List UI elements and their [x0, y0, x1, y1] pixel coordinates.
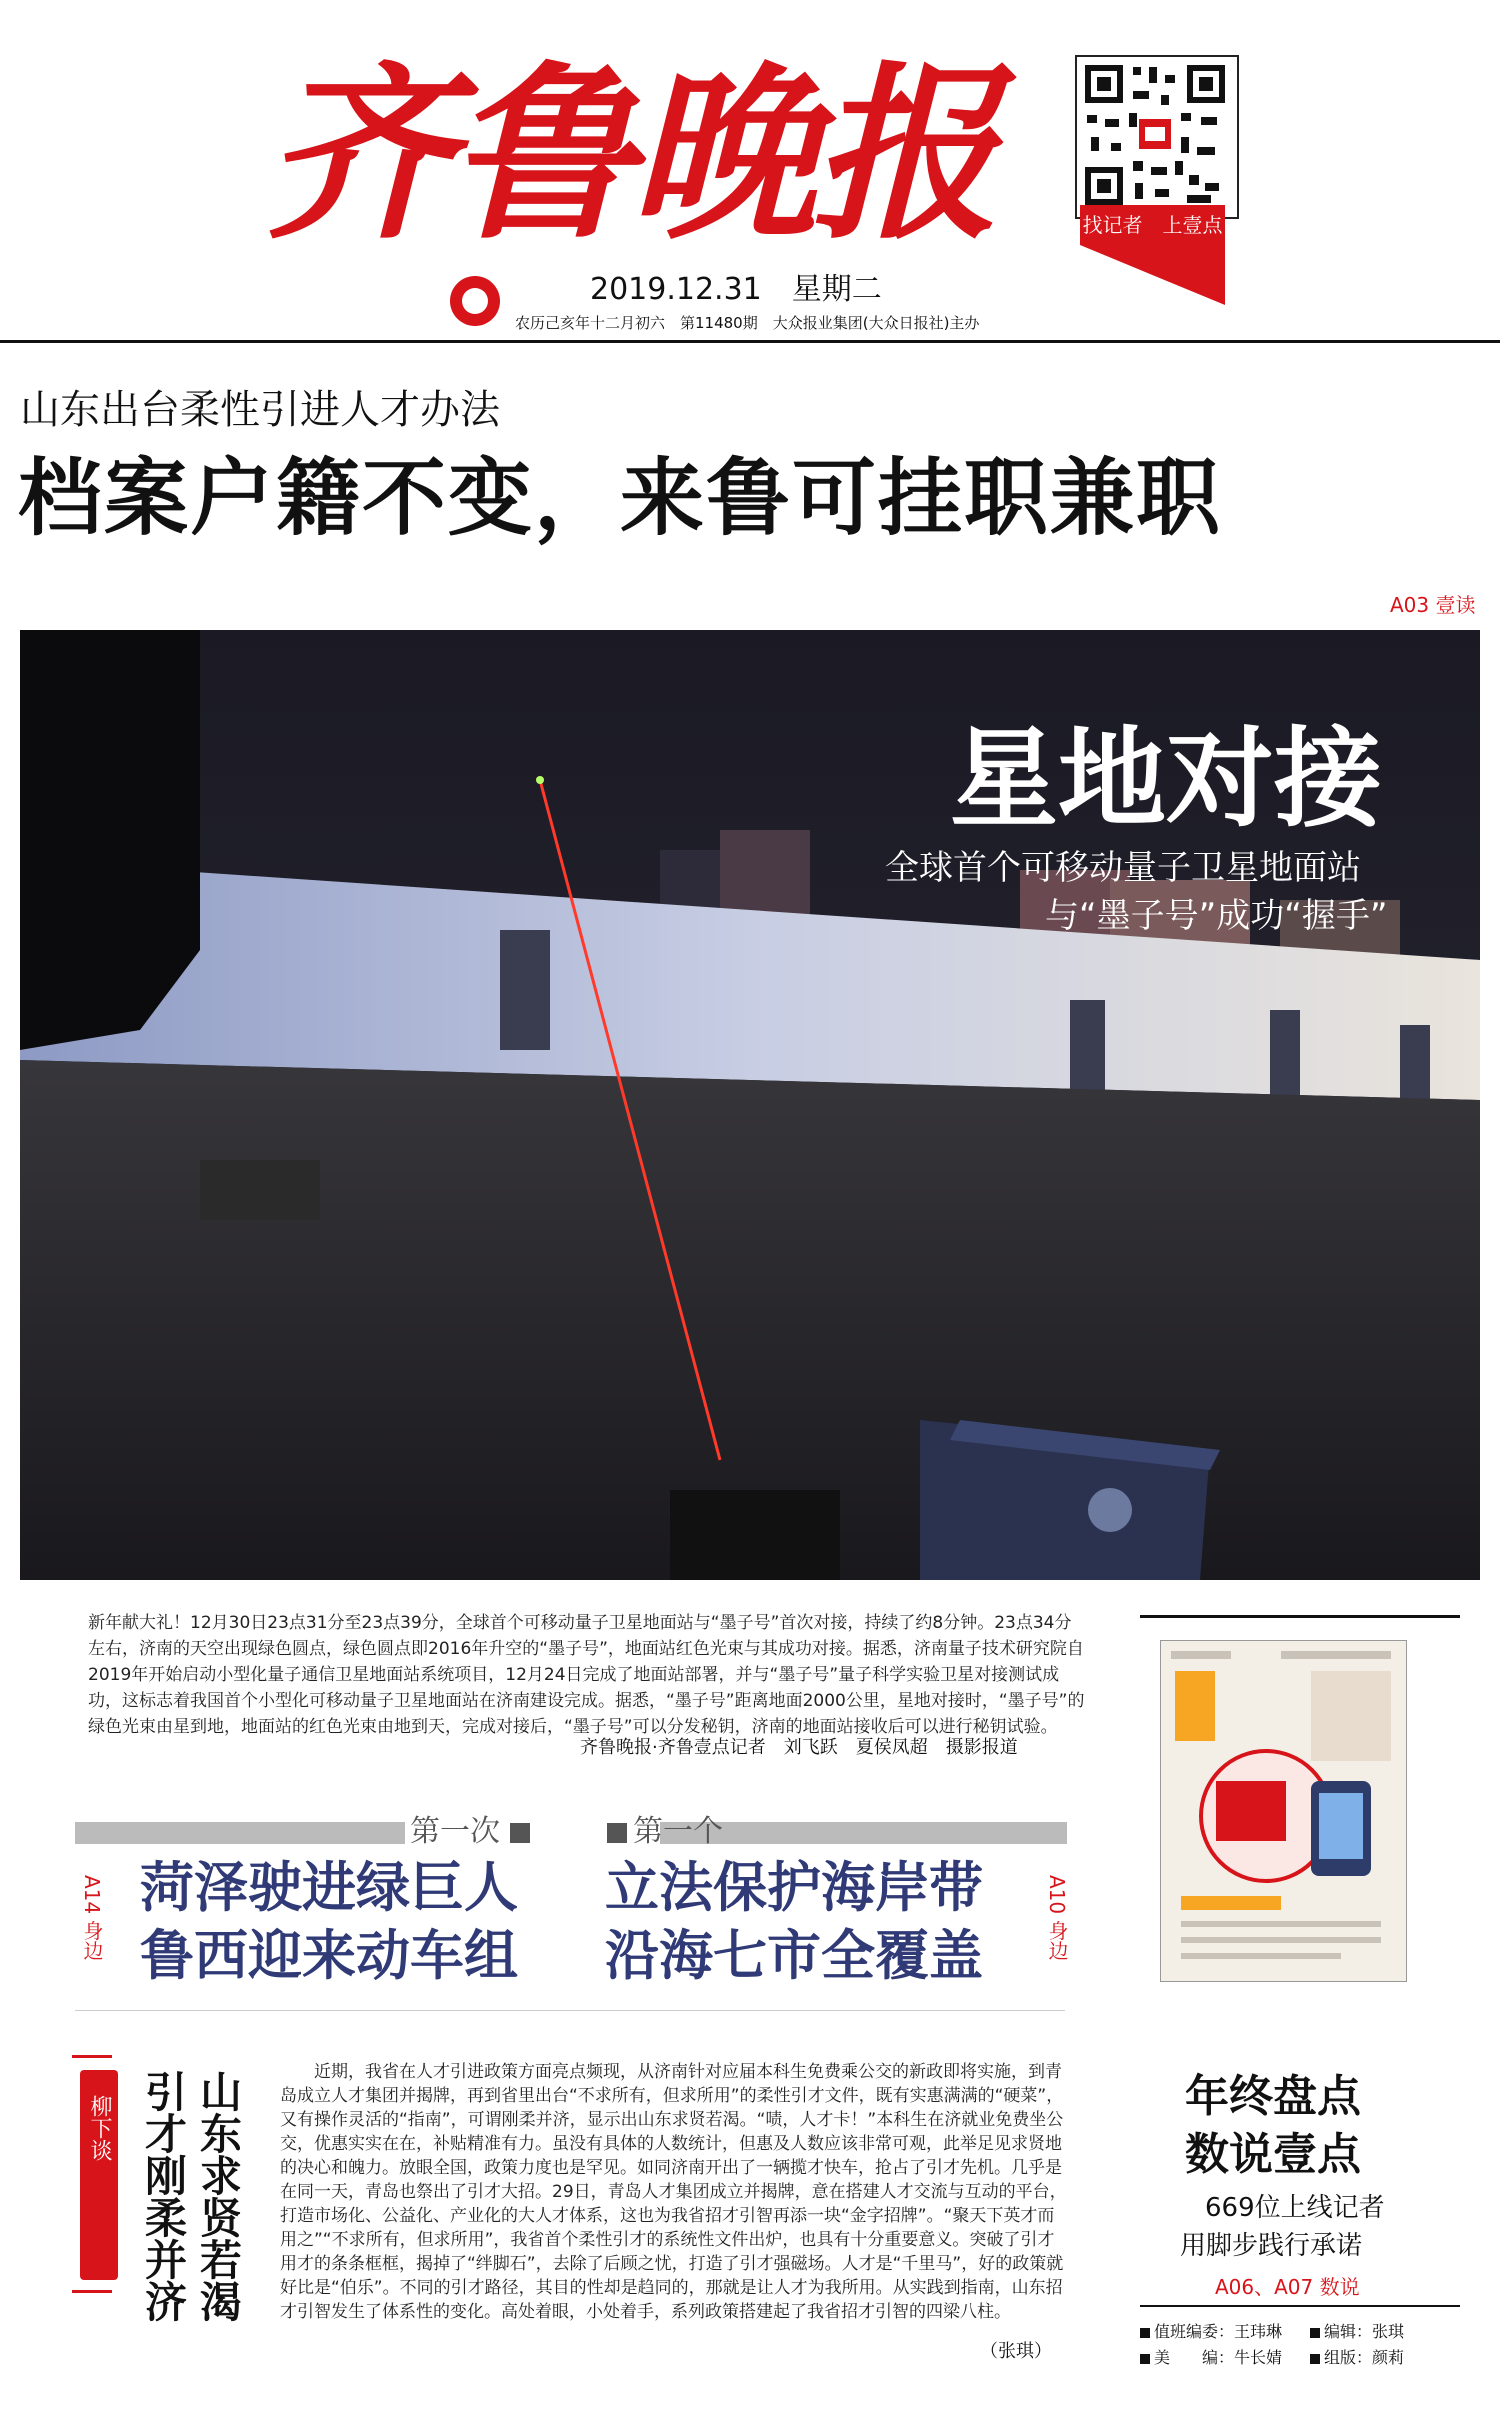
teaser-right-headline-2[interactable]: 沿海七市全覆盖	[605, 1924, 983, 1987]
square-bullet-icon	[510, 1823, 530, 1843]
photo-credit: 齐鲁晚报·齐鲁壹点记者 刘飞跃 夏侯凤超 摄影报道	[580, 1737, 1018, 1758]
promo-thumbnail[interactable]	[1160, 1640, 1407, 1982]
promo-subtitle-2: 用脚步践行承诺	[1180, 2231, 1363, 2261]
column-bracket	[72, 2055, 112, 2058]
teaser-divider	[75, 2010, 1065, 2011]
lead-kicker: 山东出台柔性引进人才办法	[20, 387, 500, 433]
teaser-right-kicker: 第一个	[633, 1814, 723, 1849]
column-bracket	[72, 2290, 112, 2293]
teaser-left-bar	[75, 1822, 405, 1844]
photo-subtitle-2: 与“墨子号”成功“握手”	[1045, 896, 1388, 936]
photo-caption: 新年献大礼！12月30日23点31分至23点39分，全球首个可移动量子卫星地面站与“墨子号”首次对接，持续了约8分钟。23点34分左右，济南的天空出现绿色圆点，绿色圆点即2016年升空的“墨子号”，地面站红色光束与其成功对接。据悉，济南量子技术研究院自2019年开始启动小型化量子通信卫星地面站系统项目，12月24日完成了地面站部署，并与“墨子号”量子科学实验卫星对接测试成功，这标志着我国首个小型化可移动量子卫星地面站在济南建设完成。据悉，“墨子号”距离地面2000公里，星地对接时，“墨子号”的绿色光束由星到地，地面站的红色光束由地到天，完成对接后，“墨子号”可以分发秘钥，济南的地面站接收后可以进行秘钥试验。	[88, 1613, 1085, 1737]
column-author: （张琪）	[980, 2341, 1052, 2362]
lead-headline[interactable]: 档案户籍不变，来鲁可挂职兼职	[18, 449, 1223, 547]
square-bullet-icon	[1140, 2354, 1150, 2364]
qr-label: 找记者 上壹点	[1080, 205, 1225, 245]
masthead	[0, 0, 1500, 340]
teaser-left-headline-1[interactable]: 菏泽驶进绿巨人	[140, 1856, 518, 1919]
square-bullet-icon	[1310, 2328, 1320, 2338]
staff-line	[1140, 2320, 1282, 2344]
promo-subtitle-1: 669位上线记者	[1205, 2193, 1385, 2223]
lead-page-ref[interactable]: A03 壹读	[1390, 593, 1476, 617]
teaser-left-kicker: 第一次	[410, 1814, 500, 1849]
teaser-left-headline-2[interactable]: 鲁西迎来动车组	[140, 1924, 518, 1987]
qr-code-icon	[1075, 55, 1239, 219]
promo-page-ref[interactable]: A06、A07 数说	[1215, 2275, 1360, 2299]
issue-date: 2019.12.31 星期二	[590, 272, 882, 307]
masthead-divider	[0, 340, 1500, 343]
newspaper-logo: 齐鲁晚报	[265, 44, 993, 265]
column-tag: 柳下谈	[87, 2095, 112, 2161]
square-bullet-icon	[1140, 2328, 1150, 2338]
staff-text: 值班编委：王玮琳	[1154, 2322, 1283, 2341]
staff-text: 美 编：牛长婧	[1154, 2348, 1283, 2367]
staff-text: 组版：颜莉	[1324, 2348, 1405, 2367]
staff-line	[1310, 2346, 1404, 2370]
column-body: 近期，我省在人才引进政策方面亮点频现，从济南针对应届本科生免费乘公交的新政即将实施，到青岛成立人才集团并揭牌，再到省里出台“不求所有，但求所用”的柔性引才文件，既有实惠满满的“硬菜”，又有操作灵活的“指南”，可谓刚柔并济，显示出山东求贤若渴。“啧，人才卡！”本科生在济就业免费坐公交，优惠实实在在，补贴精准有力。虽没有具体的人数统计，但惠及人数应该非常可观，此举足见求贤地的决心和魄力。放眼全国，政策力度也是罕见。如同济南开出了一辆揽才快车，抢占了引才先机。几乎是在同一天，青岛也祭出了引才大招。29日，青岛人才集团成立并揭牌，意在搭建人才交流与互动的平台，打造市场化、公益化、产业化的大人才体系，这也为我省招才引智再添一块“金字招牌”。“聚天下英才而用之”“不求所有，但求所用”，我省首个柔性引才的系统性文件出炉，也具有十分重要意义。突破了引才用才的条条框框，揭掉了“绊脚石”，去除了后顾之忧，打造了引才强磁场。人才是“千里马”，好的政策就好比是“伯乐”。不同的引才路径，其目的性却是趋同的，那就是让人才为我所用。从实践到指南，山东招才引智发生了体系性的变化。高处着眼，小处着手，系列政策搭建起了我省招才引智的四梁八柱。	[280, 2062, 1067, 2322]
photo-title[interactable]: 星地对接	[950, 717, 1383, 842]
staff-text: 编辑：张琪	[1324, 2322, 1405, 2341]
square-bullet-icon	[607, 1823, 627, 1843]
qr-flag-shape	[1080, 245, 1225, 305]
column-title-1[interactable]: 山东求贤若渴	[194, 2070, 243, 2322]
promo-divider	[1140, 1615, 1460, 1618]
issue-meta: 农历己亥年十二月初六 第11480期 大众报业集团(大众日报社)主办	[515, 314, 980, 332]
square-bullet-icon	[1310, 2354, 1320, 2364]
teaser-right-headline-1[interactable]: 立法保护海岸带	[605, 1856, 983, 1919]
promo-divider	[1140, 2305, 1460, 2307]
teaser-right-page-ref[interactable]: A10 身边	[1045, 1875, 1069, 1961]
staff-line	[1310, 2320, 1404, 2344]
staff-line	[1140, 2346, 1282, 2370]
promo-title-2[interactable]: 数说壹点	[1185, 2129, 1361, 2180]
brand-seal-inner	[462, 288, 488, 314]
teaser-left-page-ref[interactable]: A14 身边	[80, 1875, 104, 1961]
column-title-2[interactable]: 引才刚柔并济	[139, 2070, 188, 2322]
promo-title-1[interactable]: 年终盘点	[1185, 2071, 1361, 2122]
photo-subtitle-1: 全球首个可移动量子卫星地面站	[885, 848, 1361, 888]
